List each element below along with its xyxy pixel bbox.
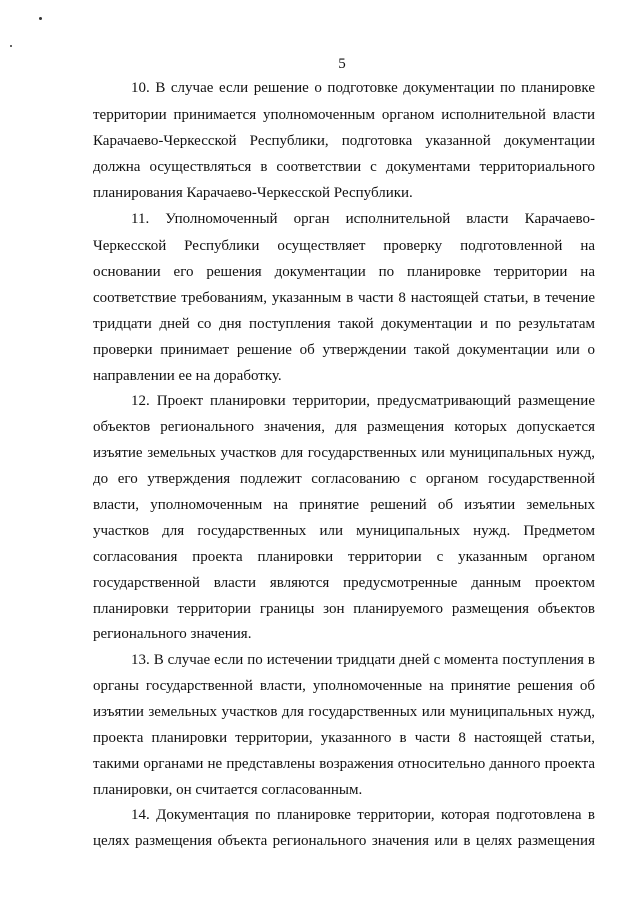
paragraph-11-line: направлении ее на доработку. xyxy=(93,368,282,384)
paragraph-12-line: изъятие земельных участков для государственных или муниципальных нужд, xyxy=(93,445,595,461)
paragraph-11-line: 11. Уполномоченный орган исполнительной власти Карачаево- xyxy=(131,211,595,227)
paragraph-12-line: планировки территории границы зон планируемого размещения объектов xyxy=(93,601,595,617)
paragraph-13-line: изъятии земельных участков для государственных или муниципальных нужд, xyxy=(93,704,595,720)
paragraph-13-line: планировки, он считается согласованным. xyxy=(93,782,363,798)
paragraph-12-line: согласования проекта планировки территории с указанным органом xyxy=(93,549,595,565)
paragraph-10-line: должна осуществляться в соответствии с документами территориального xyxy=(93,159,595,175)
paragraph-12-line: регионального значения. xyxy=(93,626,252,642)
paragraph-12-line: государственной власти являются предусмотренные данным проектом xyxy=(93,575,595,591)
paragraph-10-line: 10. В случае если решение о подготовке документации по планировке xyxy=(131,80,595,96)
scan-speck xyxy=(10,45,12,47)
paragraph-14-line: 14. Документация по планировке территории, которая подготовлена в xyxy=(131,807,595,823)
scan-speck xyxy=(39,17,42,20)
paragraph-11-line: тридцати дней со дня поступления такой документации и по результатам xyxy=(93,316,595,332)
paragraph-13-line: проекта планировки территории, указанного в части 8 настоящей статьи, xyxy=(93,730,595,746)
paragraph-13-line: такими органами не представлены возражения относительно данного проекта xyxy=(93,756,595,772)
paragraph-12-line: участков для государственных или муниципальных нужд. Предметом xyxy=(93,523,595,539)
paragraph-10-line: Карачаево-Черкесской Республики, подготовка указанной документации xyxy=(93,133,595,149)
paragraph-14-line: целях размещения объекта регионального значения или в целях размещения xyxy=(93,833,595,849)
paragraph-13-line: 13. В случае если по истечении тридцати дней с момента поступления в xyxy=(131,652,595,668)
paragraph-13-line: органы государственной власти, уполномоченные на принятие решения об xyxy=(93,678,595,694)
paragraph-10-line: территории принимается уполномоченным органом исполнительной власти xyxy=(93,107,595,123)
paragraph-10-line: планирования Карачаево-Черкесской Республики. xyxy=(93,185,413,201)
paragraph-12-line: власти, уполномоченным на принятие решений об изъятии земельных xyxy=(93,497,595,513)
page-number: 5 xyxy=(338,56,346,72)
paragraph-12-line: объектов регионального значения, для размещения которых допускается xyxy=(93,419,595,435)
paragraph-11-line: основании его решения документации по планировке территории на xyxy=(93,264,595,280)
paragraph-12-line: до его утверждения подлежит согласованию с органом государственной xyxy=(93,471,595,487)
paragraph-11-line: соответствие требованиям, указанным в части 8 настоящей статьи, в течение xyxy=(93,290,595,306)
paragraph-12-line: 12. Проект планировки территории, предусматривающий размещение xyxy=(131,393,595,409)
paragraph-11-line: Черкесской Республики осуществляет проверку подготовленной на xyxy=(93,238,595,254)
paragraph-11-line: проверки принимает решение об утверждении такой документации или о xyxy=(93,342,595,358)
